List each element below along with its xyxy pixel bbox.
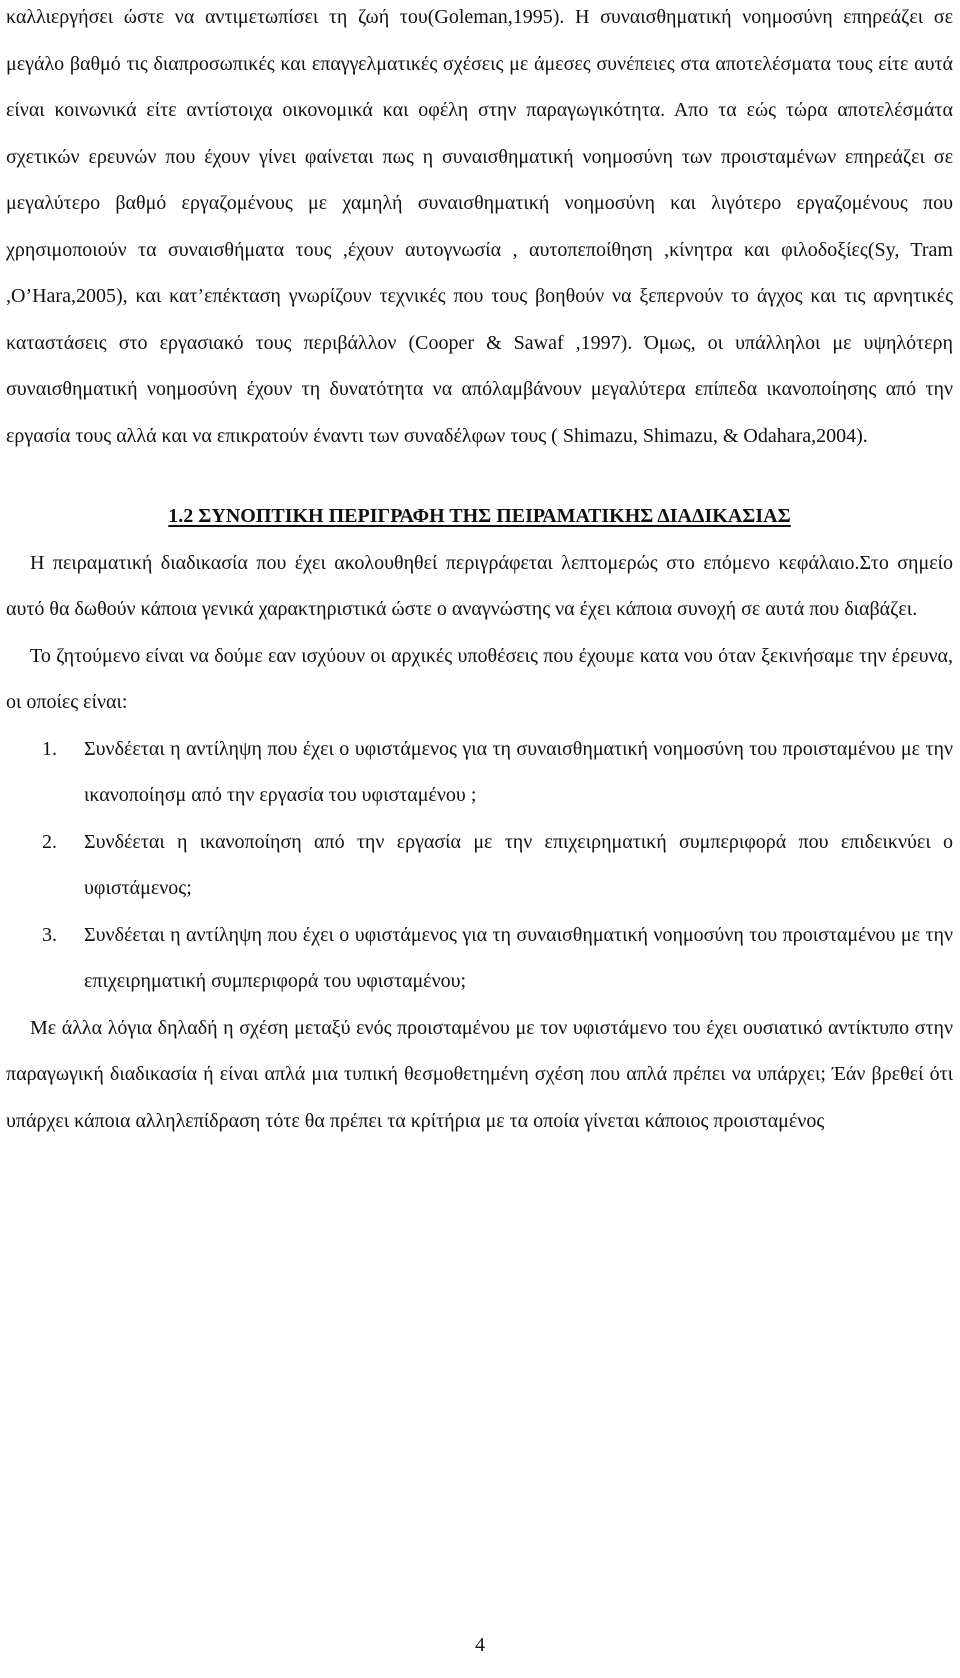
list-item bbox=[6, 912, 953, 1005]
hypotheses-list bbox=[6, 726, 953, 1005]
list-item bbox=[6, 726, 953, 819]
body-paragraph-closing: Με άλλα λόγια δηλαδή η σχέση μεταξύ ενός προισταμένου με τον υφιστάμενο του έχει ουσιατικό αντίκτυπο στην παραγωγική διαδικασία ή είναι απλά μια τυπική θεσμοθετημένη σχέση που απλά πρέπει να υπάρχει; Έάν βρεθεί ότι υπάρχει κάποια αλληλεπίδραση τότε θα πρέπει τα κρίτήρια με τα οποία γίνεται κάποιος προισταμένος bbox=[6, 1016, 953, 1132]
list-item-text: Συνδέεται η ικανοποίηση από την εργασία με την επιχειρηματική συμπεριφορά που επιδεικνύει ο υφιστάμενος; bbox=[84, 830, 953, 899]
page-content bbox=[6, 0, 953, 1144]
list-item-number: 2. bbox=[42, 830, 57, 853]
list-item bbox=[6, 819, 953, 912]
body-paragraph-intro: Η πειραματική διαδικασία που έχει ακολουθηθεί περιγράφεται λεπτομερώς στο επόμενο κεφάλαιο.Στο σημείο αυτό θα δωθούν κάποια γενικά χαρακτηριστικά ώστε ο αναγνώστης να έχει κάποια συνοχή σε αυτά που διαβάζει. bbox=[6, 551, 953, 620]
body-paragraph-question: Το ζητούμενο είναι να δούμε εαν ισχύουν οι αρχικές υποθέσεις που έχουμε κατα νου όταν ξεκινήσαμε την έρευνα, οι οποίες είναι: bbox=[6, 644, 953, 713]
list-item-text: Συνδέεται η αντίληψη που έχει ο υφιστάμενος για τη συναισθηματική νοημοσύνη του προισταμένου με την επιχειρηματική συμπεριφορά του υφισταμένου; bbox=[84, 923, 953, 992]
page-number: 4 bbox=[475, 1634, 485, 1656]
list-item-number: 3. bbox=[42, 923, 57, 946]
list-item-text: Συνδέεται η αντίληψη που έχει ο υφιστάμενος για τη συναισθηματική νοημοσύνη του προισταμένου με την ικανοποίησμ από την εργασία του υφισταμένου ; bbox=[84, 737, 953, 806]
list-item-number: 1. bbox=[42, 737, 57, 760]
section-heading: 1.2 ΣΥΝΟΠΤΙΚΗ ΠΕΡΙΓΡΑΦΗ ΤΗΣ ΠΕΙΡΑΜΑΤΙΚΗΣ ΔΙΑΔΙΚΑΣΙΑΣ bbox=[168, 505, 791, 527]
body-paragraph-continuation: καλλιεργήσει ώστε να αντιμετωπίσει τη ζωή του(Goleman,1995). Η συναισθηματική νοημοσύνη επηρεάζει σε μεγάλο βαθμό τις διαπροσωπικές και επαγγελματικές σχέσεις με άμεσες συνέπειες στα αποτελέσματα τους είτε αυτά είναι κοινωνικά είτε αντίστοιχα οικονομικά και οφέλη στην παραγωγικότητα. Απο τα εώς τώρα αποτελέσμάτα σχετικών ερευνών που έχουν γίνει φαίνεται πως η συναισθηματική νοημοσύνη των προισταμένων επηρεάζει σε μεγαλύτερο βαθμό εργαζομένους με χαμηλή συναισθηματική νοημοσύνη και λιγότερο εργαζομένους που χρησιμοποιούν τα συναισθήματα τους ,έχουν αυτογνωσία , αυτοπεποίθηση ,κίνητρα και φιλοδοξίες(Sy, Tram ,O’Hara,2005), και κατ’επέκταση γνωρίζουν τεχνικές που τους βοηθούν να ξεπερνούν το άγχος και τις αρνητικές καταστάσεις στο εργασιακό τους περιβάλλον (Cooper & Sawaf ,1997). Όμως, οι υπάλληλοι με υψηλότερη συναισθηματική νοημοσύνη έχουν τη δυνατότητα να απόλαμβάνουν μεγαλύτερα επίπεδα ικανοποίησης από την εργασία τους αλλά και να επικρατούν έναντι των συναδέλφων τους ( Shimazu, Shimazu, & Odahara,2004). bbox=[6, 6, 953, 447]
